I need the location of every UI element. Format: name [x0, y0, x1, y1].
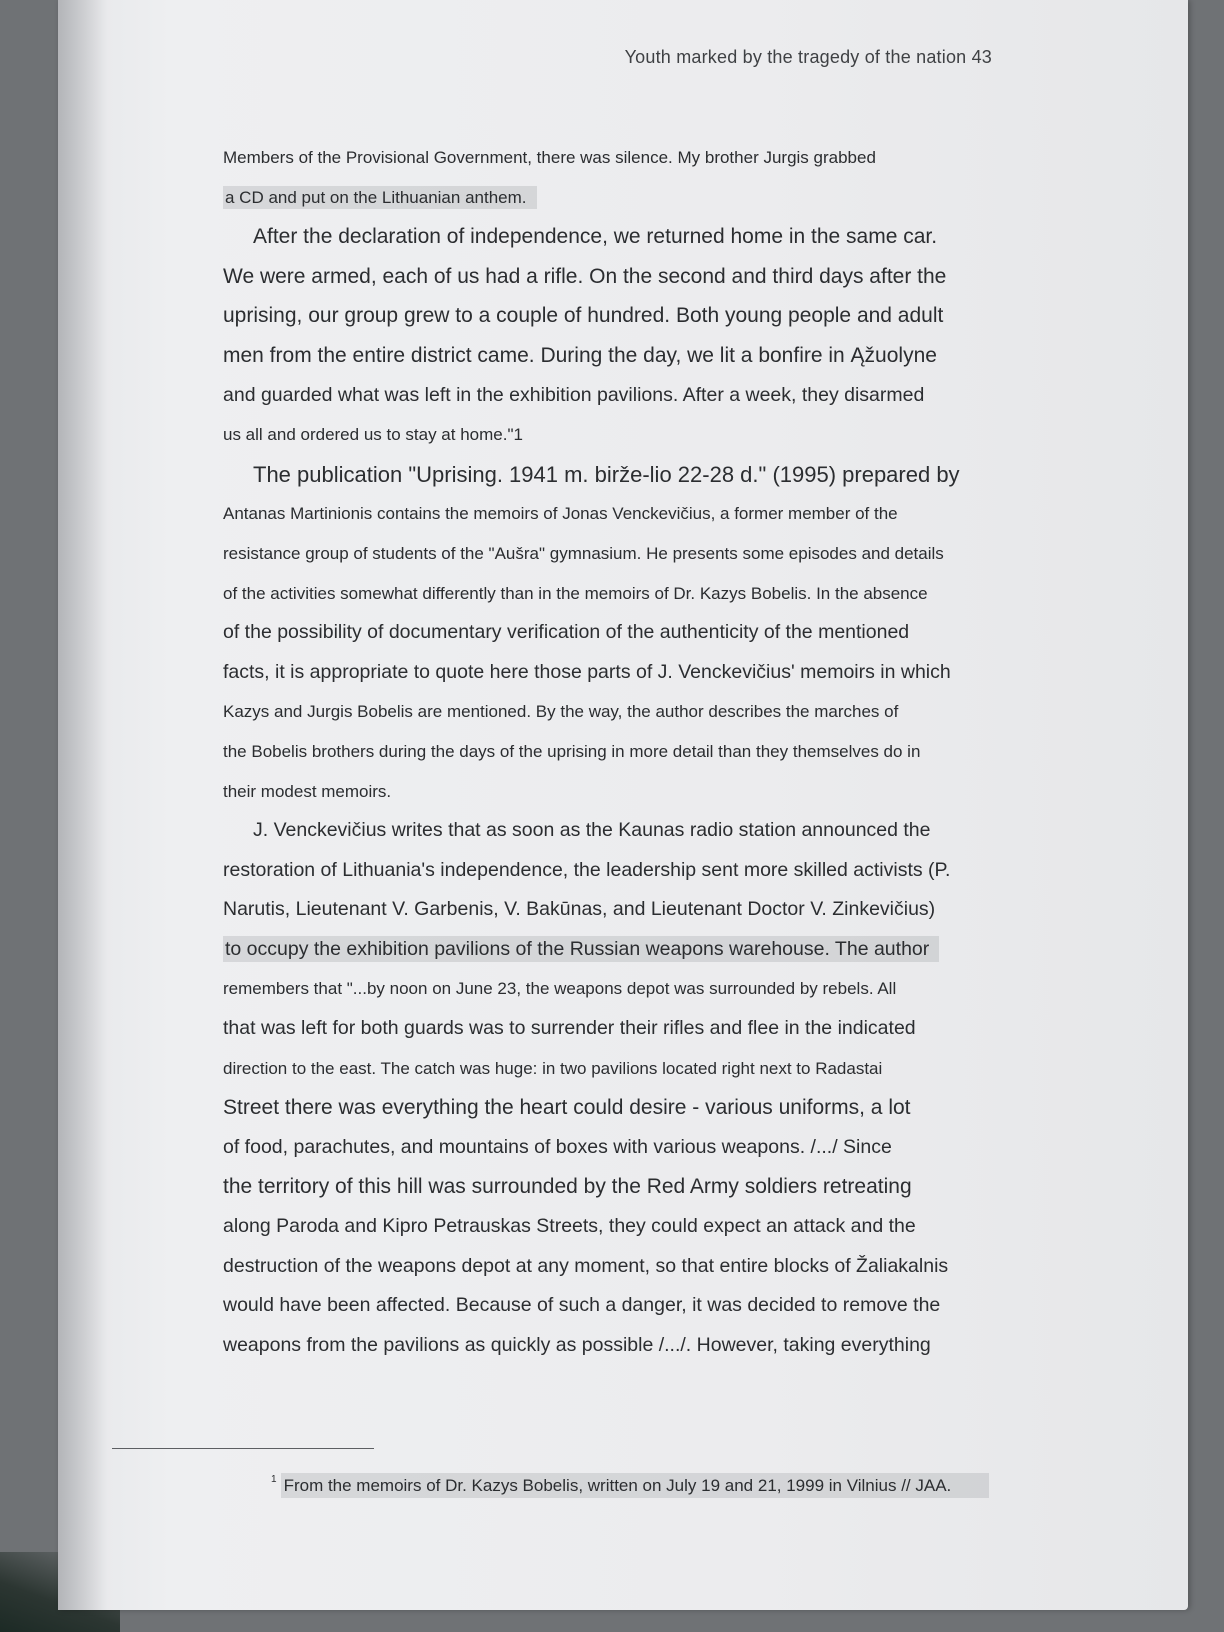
text-line: Members of the Provisional Government, there was silence. My brother Jurgis grabbed [223, 148, 876, 167]
text-line: Kazys and Jurgis Bobelis are mentioned. By the way, the author describes the marches of [223, 702, 899, 722]
text-line: remembers that "...by noon on June 23, the weapons depot was surrounded by rebels. All [223, 979, 897, 999]
text-line: uprising, our group grew to a couple of hundred. Both young people and adult [223, 304, 944, 328]
paragraph [223, 138, 1108, 217]
highlighted-text: a CD and put on the Lithuanian anthem. [223, 186, 537, 209]
text-line: destruction of the weapons depot at any moment, so that entire blocks of Žaliakalnis [223, 1254, 949, 1277]
text-line: of food, parachutes, and mountains of boxes with various weapons. /.../ Since [223, 1135, 892, 1158]
text-line: We were armed, each of us had a rifle. On the second and third days after the [223, 264, 947, 288]
text-line: us all and ordered us to stay at home."1 [223, 425, 523, 445]
text-line [223, 930, 1108, 970]
text-line: resistance group of students of the "Aušra" gymnasium. He presents some episodes and details [223, 543, 944, 563]
text-line: along Paroda and Kipro Petrauskas Streets, they could expect an attack and the [223, 1215, 916, 1238]
footnote-marker: 1 [271, 1474, 277, 1485]
running-header: Youth marked by the tragedy of the nation 43 [624, 47, 992, 67]
highlighted-text: to occupy the exhibition pavilions of the Russian weapons warehouse. The author [223, 936, 939, 962]
text-line: Street there was everything the heart could desire - various uniforms, a lot [223, 1096, 911, 1120]
footnote-text: From the memoirs of Dr. Kazys Bobelis, written on July 19 and 21, 1999 in Vilnius // JAA. [281, 1473, 990, 1498]
text-line: and guarded what was left in the exhibition pavilions. After a week, they disarmed [223, 383, 925, 406]
text-line: that was left for both guards was to surrender their rifles and flee in the indicated [223, 1017, 916, 1040]
text-line: the territory of this hill was surrounded by the Red Army soldiers retreating [223, 1175, 912, 1199]
text-line: restoration of Lithuania's independence, the leadership sent more skilled activists (P. [223, 858, 951, 881]
text-line: Antanas Martinionis contains the memoirs of Jonas Venckevičius, a former member of the [223, 504, 898, 524]
text-line: men from the entire district came. During the day, we lit a bonfire in Ąžuolyne [223, 343, 937, 367]
text-line: of the activities somewhat differently than in the memoirs of Dr. Kazys Bobelis. In the absence [223, 583, 928, 603]
text-line: would have been affected. Because of such a danger, it was decided to remove the [223, 1294, 941, 1317]
text-line: of the possibility of documentary verification of the authenticity of the mentioned [223, 621, 910, 644]
text-line: After the declaration of independence, we returned home in the same car. [253, 225, 938, 249]
book-page [58, 0, 1188, 1610]
text-line: Narutis, Lieutenant V. Garbenis, V. Bakūnas, and Lieutenant Doctor V. Zinkevičius) [223, 898, 936, 921]
text-line: the Bobelis brothers during the days of the uprising in more detail than they themselves do in [223, 741, 921, 761]
paragraph [223, 455, 1108, 811]
text-line: direction to the east. The catch was huge: in two pavilions located right next to Radastai [223, 1058, 883, 1078]
text-line [223, 178, 1108, 218]
text-line: weapons from the pavilions as quickly as possible /.../. However, taking everything [223, 1333, 931, 1356]
text-line: facts, it is appropriate to quote here those parts of J. Venckevičius' memoirs in which [223, 660, 951, 683]
footnote [271, 1476, 989, 1496]
footnote-divider [112, 1448, 374, 1449]
body-text [223, 138, 1108, 1365]
text-line: J. Venckevičius writes that as soon as the Kaunas radio station announced the [253, 819, 931, 842]
text-line: their modest memoirs. [223, 781, 392, 801]
paragraph [223, 217, 1108, 455]
text-line: The publication "Uprising. 1941 m. birže-lio 22-28 d." (1995) prepared by [253, 461, 960, 487]
paragraph [223, 811, 1108, 1365]
